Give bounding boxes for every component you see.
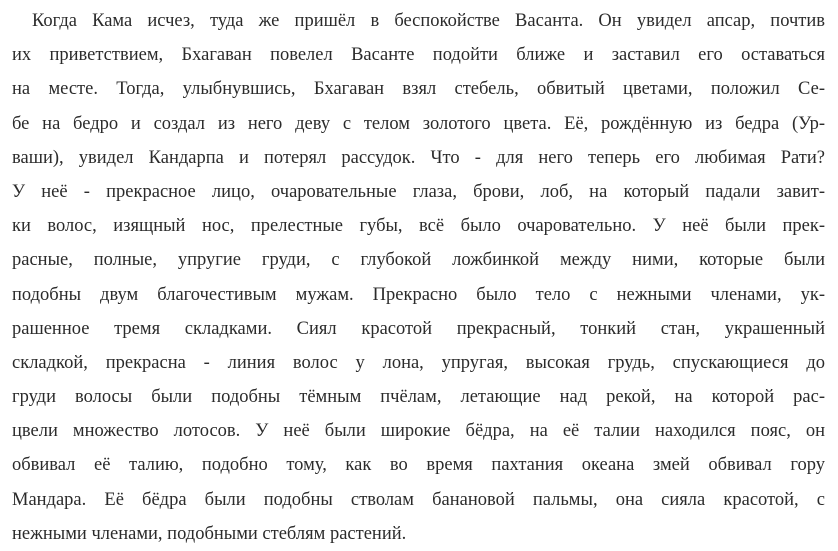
text-line: нежными членами, подобными стеблям растений. (12, 523, 407, 544)
text-line: ваши), увидел Кандарпа и потерял рассудок. Что - для него теперь его любимая Рати? (12, 147, 825, 168)
text-line: У неё - прекрасное лицо, очаровательные глаза, брови, лоб, на который падали завит- (12, 181, 825, 202)
text-line: Когда Кама исчез, туда же пришёл в беспокойстве Васанта. Он увидел апсар, почтив (32, 11, 825, 31)
text-line: Мандара. Её бёдра были подобны стволам банановой пальмы, она сияла красотой, с (12, 489, 825, 510)
text-line: груди волосы были подобны тёмным пчёлам, летающие над рекой, на которой рас- (12, 387, 825, 408)
document-paragraph (12, 4, 825, 551)
text-line: обвивал её талию, подобно тому, как во время пахтания океана змей обвивал гору (12, 455, 825, 476)
text-line: на месте. Тогда, улыбнувшись, Бхагаван взял стебель, обвитый цветами, положил Се- (12, 79, 825, 100)
text-line: расные, полные, упругие груди, с глубокой ложбинкой между ними, которые были (12, 250, 825, 271)
text-line: бе на бедро и создал из него деву с телом золотого цвета. Её, рождённую из бедра (Ур- (12, 113, 825, 134)
text-line: подобны двум благочестивым мужам. Прекрасно было тело с нежными членами, ук- (12, 284, 825, 305)
text-line: цвели множество лотосов. У неё были широкие бёдра, на её талии находился пояс, он (12, 421, 825, 442)
text-line: рашенное тремя складками. Сиял красотой прекрасный, тонкий стан, украшенный (12, 318, 825, 339)
text-line: их приветствием, Бхагаван повелел Васанте подойти ближе и заставил его оставаться (12, 45, 825, 66)
text-line: ки волос, изящный нос, прелестные губы, всё было очаровательно. У неё были прек- (12, 216, 825, 237)
text-line: складкой, прекрасна - линия волос у лона, упругая, высокая грудь, спускающиеся до (12, 352, 825, 373)
